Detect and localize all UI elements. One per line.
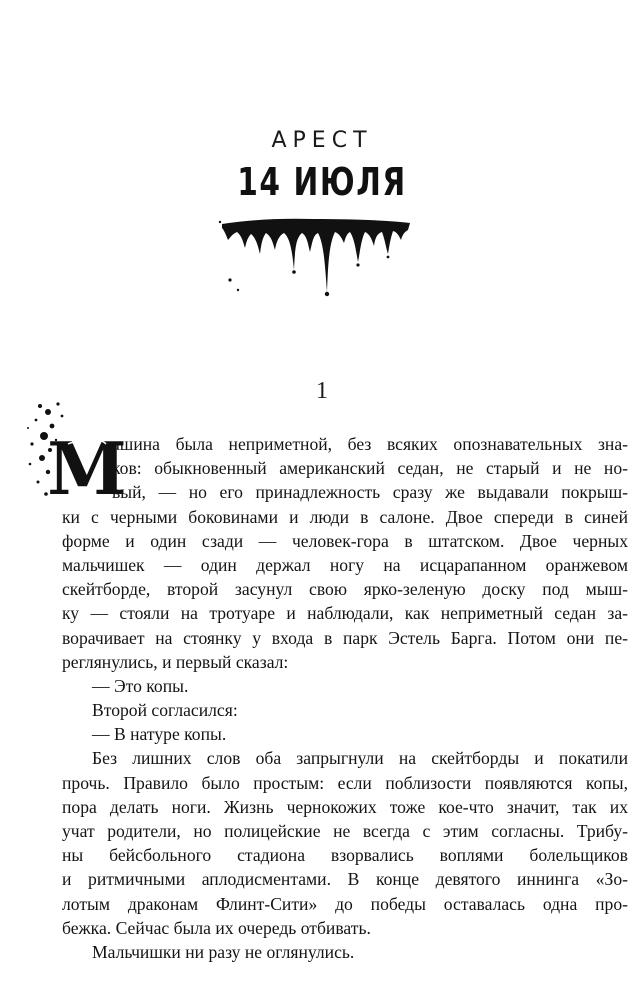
text-line: Без лишних слов оба запрыгнули на скейтборды и покатили (92, 748, 628, 769)
text-line: форме и один сзади — человек-гора в штатском. Двое черных (62, 530, 628, 551)
text-line: ков: обыкновенный американский седан, не старый и не но- (112, 458, 628, 479)
chapter-label: АРЕСТ (271, 128, 373, 153)
text-line: ны бейсбольного стадиона взорвались воплями болельщиков (62, 845, 628, 866)
text-line: ку — стояли на тротуаре и наблюдали, как неприметный седан за- (62, 603, 628, 624)
text-line: ворачивает на стоянку у входа в парк Эстель Барга. Потом они пе- (62, 627, 628, 648)
text-line: мальчишек — один держал ногу на исцарапанном оранжевом (62, 554, 628, 575)
text-line: Второй согласился: (92, 700, 238, 721)
text-line: пора делать ноги. Жизнь чернокожих тоже кое-что значит, так их (62, 796, 628, 817)
text-line: реглянулись, и первый сказал: (62, 651, 289, 672)
text-line: лотым драконам Флинт-Сити» до победы оставалась одна про- (62, 893, 628, 914)
ink-drip-ornament (218, 210, 414, 305)
text-line: ки с черными боковинами и люди в салоне. Двое спереди в синей (62, 506, 628, 527)
section-number: 1 (316, 378, 328, 404)
body-text (62, 432, 628, 964)
text-line: скейтборде, второй засунул свою ярко-зеленую доску под мыш- (62, 579, 628, 600)
text-line: Мальчишки ни разу не оглянулись. (92, 941, 355, 962)
text-line: — В натуре копы. (92, 724, 227, 745)
chapter-date: 14 ИЮЛЯ (237, 160, 407, 204)
text-line: учат родители, но полицейские не всегда с этим согласны. Трибу- (62, 821, 628, 841)
text-line: — Это копы. (92, 675, 189, 696)
text-line: прочь. Правило было простым: если поблизости появляются копы, (62, 772, 628, 793)
text-line: вый, — но его принадлежность сразу же выдавали покрыш- (112, 482, 628, 503)
text-line: ашина была неприметной, без всяких опознавательных зна- (112, 434, 628, 454)
text-line: бежка. Сейчас была их очередь отбивать. (62, 917, 371, 938)
drop-cap-letter: М (47, 426, 127, 511)
text-line: и ритмичными аплодисментами. В конце девятого иннинга «Зо- (62, 869, 628, 890)
